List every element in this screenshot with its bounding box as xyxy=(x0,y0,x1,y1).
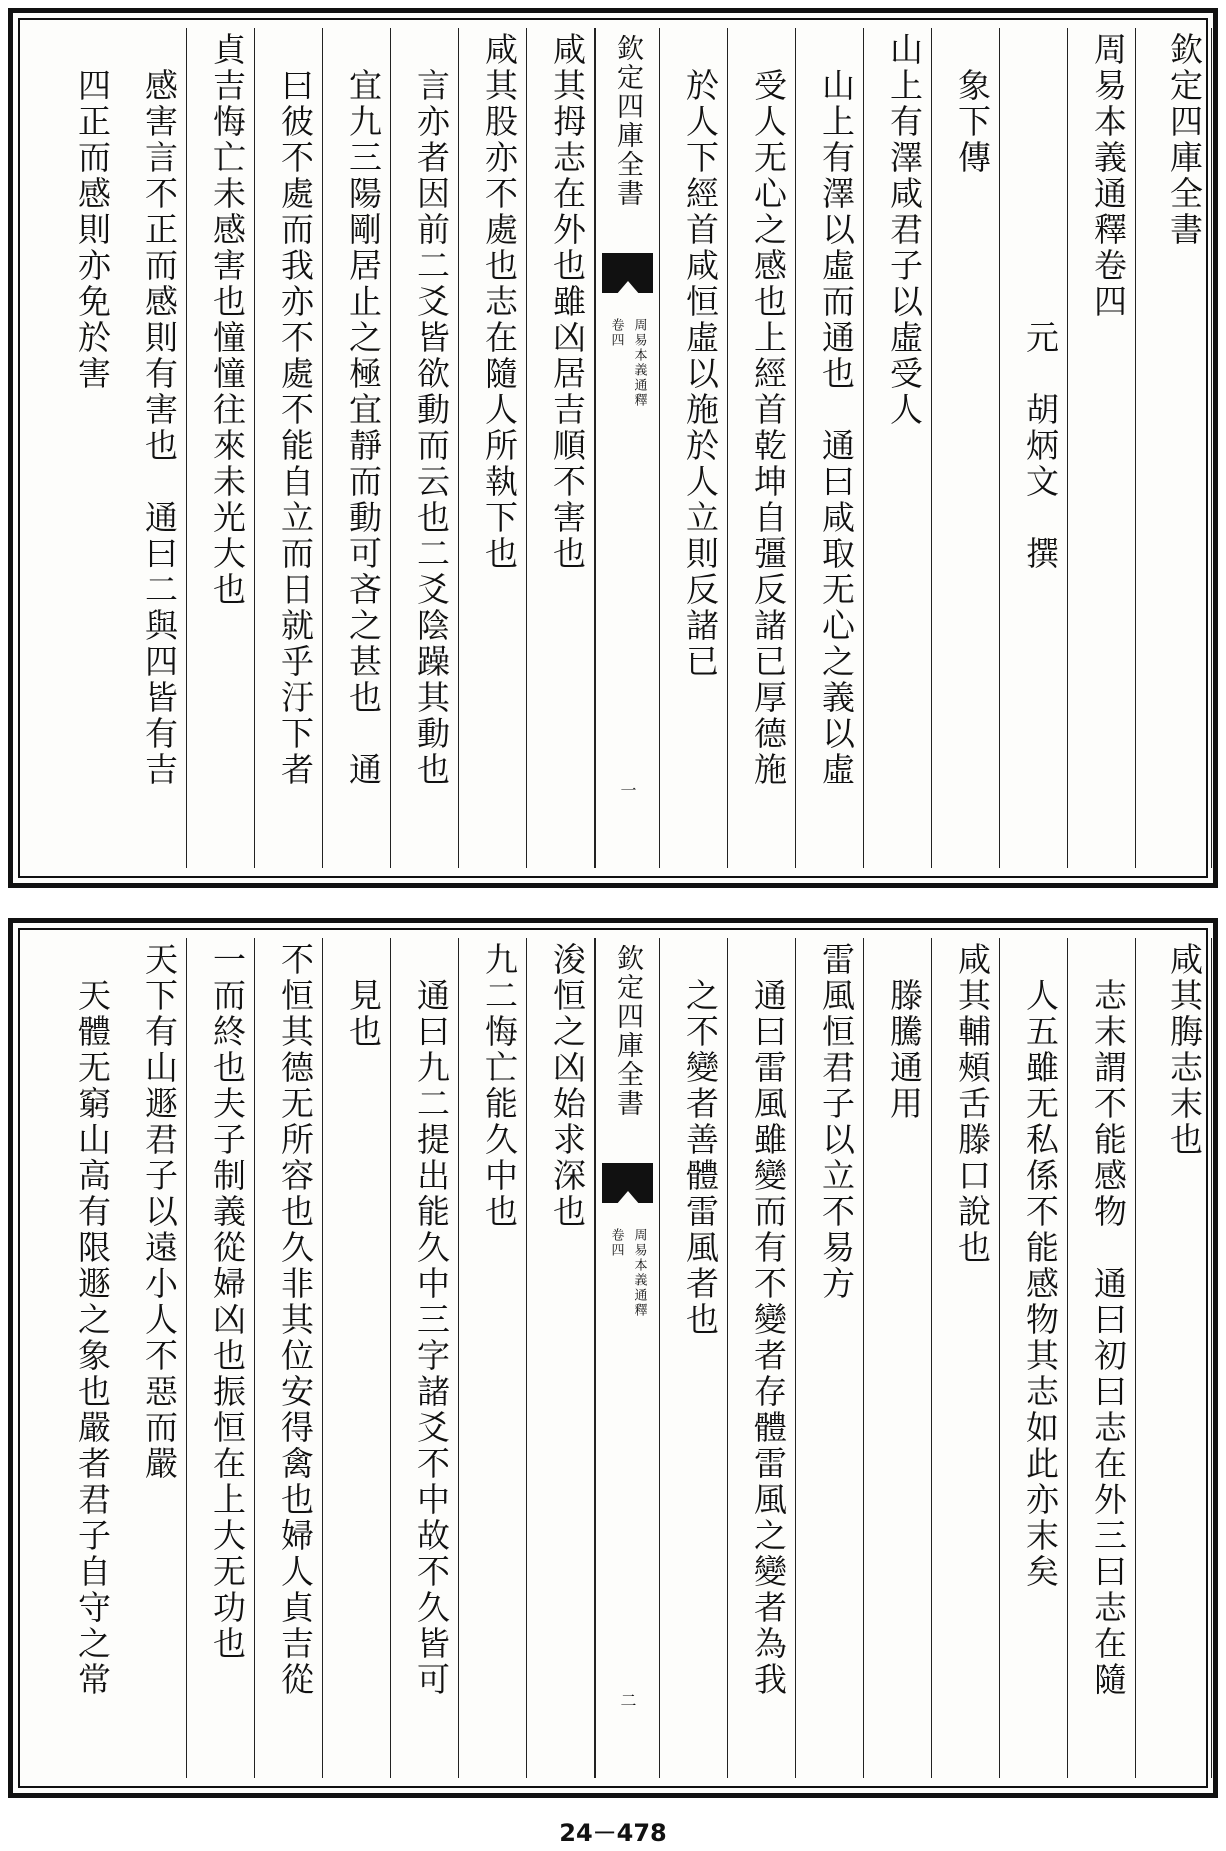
spine-subtitle xyxy=(607,318,649,408)
bottom-col-text-6: 雷風恒君子以立不易方 xyxy=(817,942,856,1302)
spine-book-name: 周易本義通釋 xyxy=(631,318,647,408)
top-col-text-2: 周易本義通釋卷四 xyxy=(1089,32,1128,320)
top-page-frame xyxy=(18,18,1208,878)
bottom-col-text-12: 見也 xyxy=(344,942,383,1050)
bottom-col-5 xyxy=(864,938,932,1778)
top-col-text-7: 受人无心之感也上經首乾坤自彊反諸已厚德施 xyxy=(749,32,788,788)
top-col-text-15: 感害言不正而感則有害也 通曰二與四皆有吉 xyxy=(140,32,179,788)
top-col-2 xyxy=(1068,28,1136,868)
top-col-8 xyxy=(660,28,728,868)
top-col-14 xyxy=(187,28,255,868)
folio-page-number: 24－478 xyxy=(559,1819,667,1847)
fishtail-mark xyxy=(602,1163,653,1203)
bottom-col-text-8: 之不變者善體雷風者也 xyxy=(681,942,720,1338)
bottom-col-text-2: 志末謂不能感物 通曰初曰志在外三曰志在隨 xyxy=(1089,942,1128,1698)
top-col-1 xyxy=(1136,28,1212,868)
top-col-5 xyxy=(864,28,932,868)
spine-juan: 卷四 xyxy=(608,1228,624,1258)
top-page xyxy=(8,8,1218,888)
top-col-10 xyxy=(459,28,527,868)
bottom-col-text-1: 咸其脢志末也 xyxy=(1165,942,1204,1158)
bottom-col-text-15: 天下有山遯君子以遠小人不惡而嚴 xyxy=(140,942,179,1482)
bottom-col-9 xyxy=(527,938,595,1778)
bottom-page-frame xyxy=(18,928,1208,1788)
bottom-spine xyxy=(595,938,660,1778)
top-col-text-12: 宜九三陽剛居止之極宜靜而動可吝之甚也 通 xyxy=(344,32,383,788)
bottom-col-text-11: 通曰九二提出能久中三字諸爻不中故不久皆可 xyxy=(412,942,451,1698)
spine-subtitle xyxy=(607,1228,649,1318)
top-col-text-16: 四正而感則亦免於害 xyxy=(73,32,112,392)
top-col-6 xyxy=(796,28,864,868)
bottom-col-3 xyxy=(1000,938,1068,1778)
spine-juan: 卷四 xyxy=(608,318,624,348)
fishtail-mark xyxy=(602,253,653,293)
top-col-9 xyxy=(527,28,595,868)
top-col-12 xyxy=(323,28,391,868)
bottom-col-10 xyxy=(459,938,527,1778)
top-col-text-13: 曰彼不處而我亦不處不能自立而日就乎汙下者 xyxy=(276,32,315,788)
top-col-text-10: 咸其股亦不處也志在隨人所執下也 xyxy=(480,32,519,572)
bottom-col-7 xyxy=(728,938,796,1778)
bottom-col-text-5: 滕騰通用 xyxy=(885,942,924,1122)
bottom-col-12 xyxy=(323,938,391,1778)
top-col-text-11: 言亦者因前二爻皆欲動而云也二爻陰躁其動也 xyxy=(412,32,451,788)
bottom-col-14 xyxy=(187,938,255,1778)
bottom-col-4 xyxy=(932,938,1000,1778)
bottom-col-text-7: 通曰雷風雖變而有不變者存體雷風之變者為我 xyxy=(749,942,788,1698)
bottom-col-text-3: 人五雖无私係不能感物其志如此亦末矣 xyxy=(1021,942,1060,1590)
bottom-col-text-16: 天體无窮山高有限遯之象也嚴者君子自守之常 xyxy=(73,942,112,1698)
top-spine xyxy=(595,28,660,868)
bottom-col-13 xyxy=(255,938,323,1778)
top-col-text-5: 山上有澤咸君子以虛受人 xyxy=(885,32,924,428)
bottom-col-8 xyxy=(660,938,728,1778)
top-col-text-6: 山上有澤以虛而通也 通曰咸取无心之義以虛 xyxy=(817,32,856,788)
top-col-text-4: 象下傳 xyxy=(953,32,992,176)
spine-title: 欽定四庫全書 xyxy=(612,34,643,208)
top-col-3 xyxy=(1000,28,1068,868)
bottom-col-6 xyxy=(796,938,864,1778)
top-col-text-14: 貞吉悔亡未感害也憧憧往來未光大也 xyxy=(208,32,247,608)
bottom-col-2 xyxy=(1068,938,1136,1778)
top-col-11 xyxy=(391,28,459,868)
bottom-col-text-14: 一而終也夫子制義從婦凶也振恒在上大无功也 xyxy=(208,942,247,1662)
top-col-7 xyxy=(728,28,796,868)
bottom-col-11 xyxy=(391,938,459,1778)
spine-page-number: 一 xyxy=(618,782,637,798)
bottom-col-text-4: 咸其輔頰舌滕口說也 xyxy=(953,942,992,1266)
bottom-col-text-9: 浚恒之凶始求深也 xyxy=(548,942,587,1230)
bottom-page xyxy=(8,918,1218,1798)
top-col-text-9: 咸其拇志在外也雖凶居吉順不害也 xyxy=(548,32,587,572)
top-col-text-3: 元 胡炳文 撰 xyxy=(1021,32,1060,572)
bottom-col-text-13: 不恒其德无所容也久非其位安得禽也婦人貞吉從 xyxy=(276,942,315,1698)
top-col-15 xyxy=(119,28,187,868)
bottom-col-text-10: 九二悔亡能久中也 xyxy=(480,942,519,1230)
bottom-col-15 xyxy=(119,938,187,1778)
top-col-13 xyxy=(255,28,323,868)
spine-title: 欽定四庫全書 xyxy=(612,944,643,1118)
bottom-col-1 xyxy=(1136,938,1212,1778)
bottom-col-16 xyxy=(28,938,119,1778)
spine-page-number: 二 xyxy=(618,1692,637,1708)
top-col-text-1: 欽定四庫全書 xyxy=(1165,32,1204,248)
spine-book-name: 周易本義通釋 xyxy=(631,1228,647,1318)
top-col-16 xyxy=(28,28,119,868)
top-col-4 xyxy=(932,28,1000,868)
top-col-text-8: 於人下經首咸恒虛以施於人立則反諸已 xyxy=(681,32,720,680)
